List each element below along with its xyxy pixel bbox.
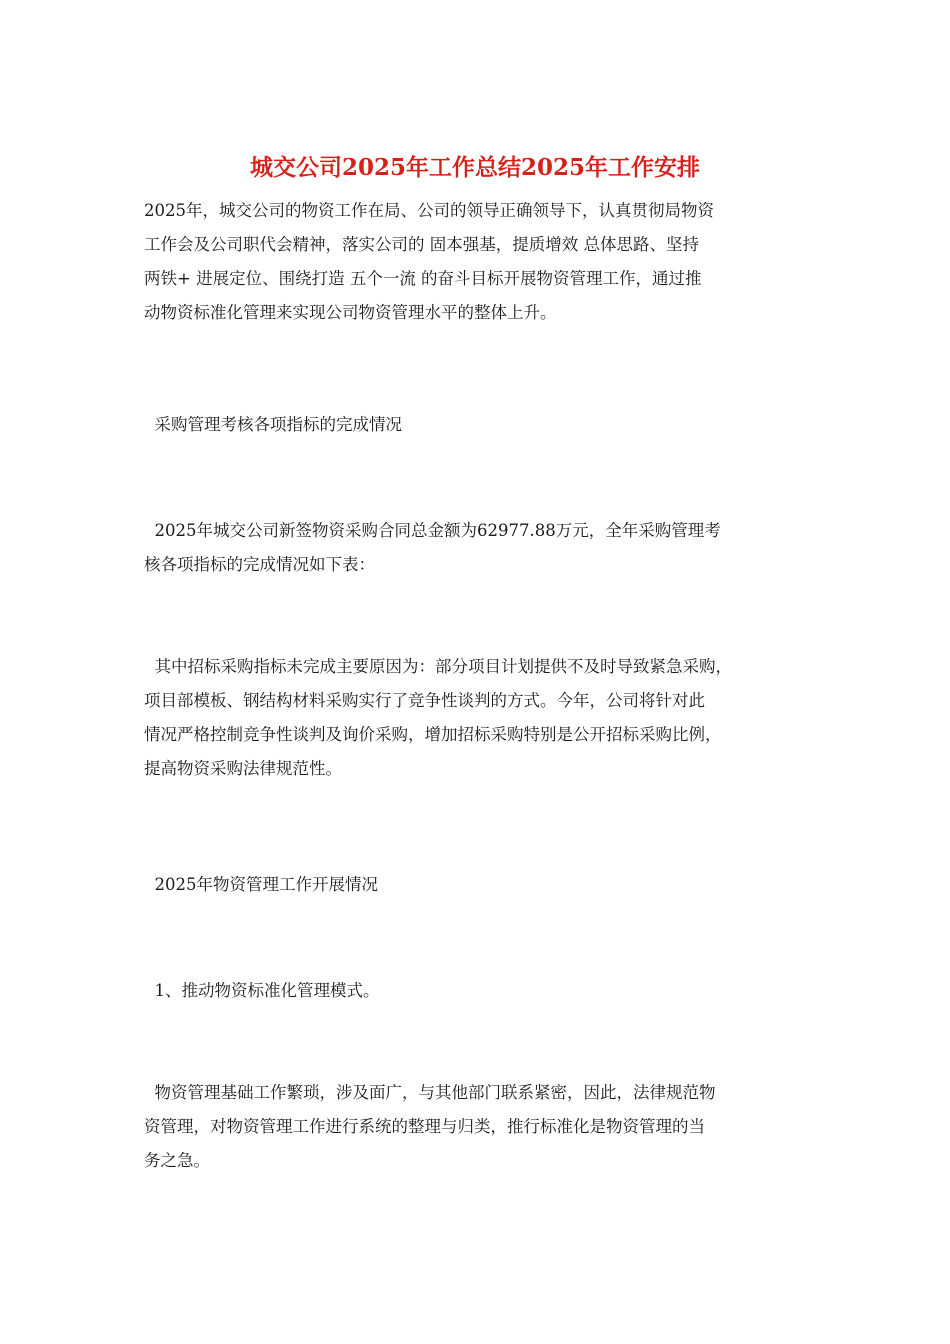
paragraph-line: 项目部模板、钢结构材料采购实行了竞争性谈判的方式。今年，公司将针对此 [144, 691, 705, 710]
intro-line: 动物资标准化管理来实现公司物资管理水平的整体上升。 [144, 303, 557, 322]
intro-paragraph [144, 194, 814, 330]
section-heading-text: 2025年物资管理工作开展情况 [144, 875, 378, 894]
paragraph-line: 其中招标采购指标未完成主要原因为：部分项目计划提供不及时导致紧急采购， [144, 657, 732, 676]
section1-heading [144, 408, 814, 442]
section-heading-text: 采购管理考核各项指标的完成情况 [144, 415, 402, 434]
section1-paragraph [144, 514, 814, 582]
paragraph-line: 2025年城交公司新签物资采购合同总金额为62977.88万元，全年采购管理考 [144, 521, 721, 540]
section1-reason-paragraph [144, 650, 814, 786]
paragraph-line: 情况严格控制竞争性谈判及询价采购，增加招标采购特别是公开招标采购比例， [144, 725, 722, 744]
paragraph-line: 提高物资采购法律规范性。 [144, 759, 342, 778]
section2-item1-heading [144, 974, 814, 1008]
intro-line: 2025年，城交公司的物资工作在局、公司的领导正确领导下，认真贯彻局物资 [144, 201, 714, 220]
intro-line: 两铁+ 进展定位、围绕打造 五个一流 的奋斗目标开展物资管理工作，通过推 [144, 269, 702, 288]
paragraph-line: 务之急。 [144, 1151, 210, 1170]
intro-line: 工作会及公司职代会精神，落实公司的 固本强基，提质增效 总体思路、坚持 [144, 235, 699, 254]
document-title: 城交公司2025年工作总结2025年工作安排 [249, 154, 701, 181]
paragraph-line: 核各项指标的完成情况如下表： [144, 555, 375, 574]
list-item-heading: 1、推动物资标准化管理模式。 [144, 981, 380, 1000]
section2-heading [144, 868, 814, 902]
paragraph-line: 物资管理基础工作繁琐，涉及面广，与其他部门联系紧密，因此，法律规范物 [144, 1083, 716, 1102]
section2-item1-paragraph [144, 1076, 814, 1178]
paragraph-line: 资管理，对物资管理工作进行系统的整理与归类，推行标准化是物资管理的当 [144, 1117, 705, 1136]
